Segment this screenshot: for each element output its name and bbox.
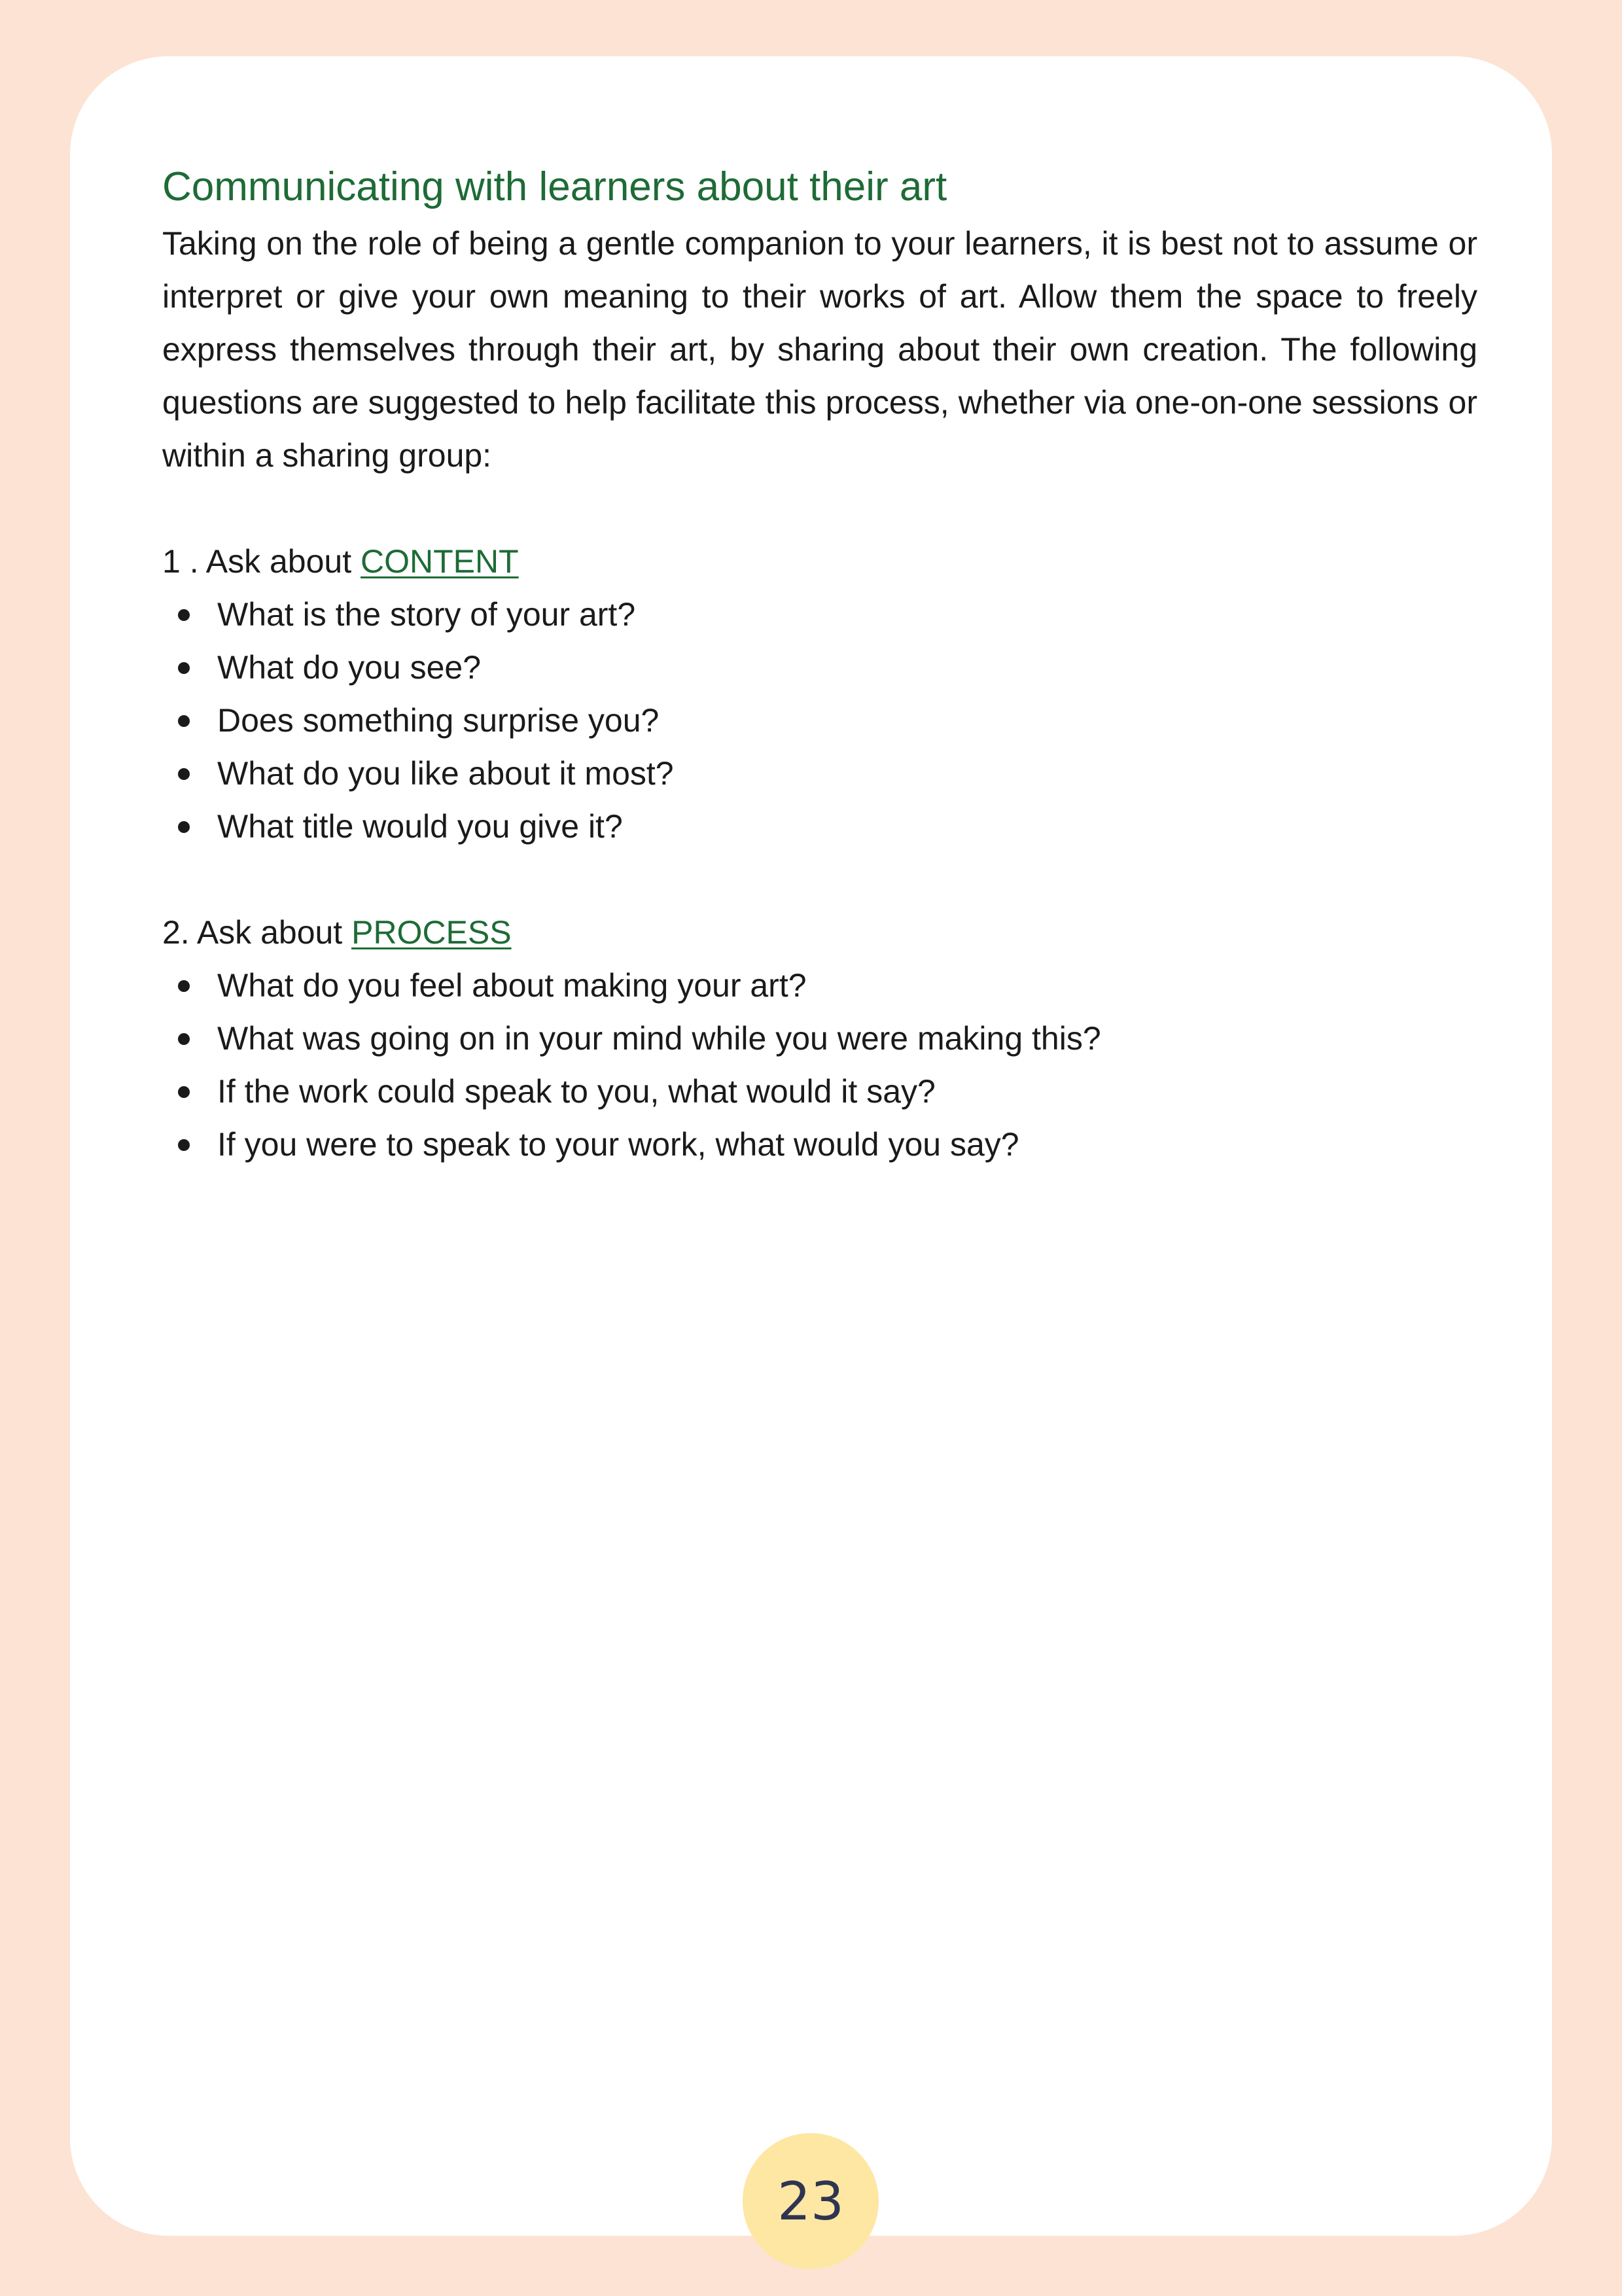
list-item: Does something surprise you? bbox=[162, 694, 1477, 747]
page-number: 23 bbox=[777, 2170, 844, 2232]
process-question-list bbox=[162, 959, 1477, 1171]
list-item: What do you see? bbox=[162, 641, 1477, 694]
content-link[interactable]: CONTENT bbox=[360, 543, 519, 580]
page-number-badge bbox=[743, 2133, 879, 2269]
list-item: What do you feel about making your art? bbox=[162, 959, 1477, 1012]
content-question-list bbox=[162, 588, 1477, 853]
page-content bbox=[162, 157, 1477, 1171]
list-item: What do you like about it most? bbox=[162, 747, 1477, 800]
content-heading bbox=[162, 535, 1477, 588]
process-section bbox=[162, 906, 1477, 1171]
process-heading bbox=[162, 906, 1477, 959]
list-item: If you were to speak to your work, what would you say? bbox=[162, 1118, 1477, 1171]
list-item: If the work could speak to you, what would it say? bbox=[162, 1065, 1477, 1118]
list-item: What was going on in your mind while you were making this? bbox=[162, 1012, 1477, 1065]
list-item: What title would you give it? bbox=[162, 800, 1477, 853]
section-title: Communicating with learners about their art bbox=[162, 164, 947, 209]
list-item: What is the story of your art? bbox=[162, 588, 1477, 641]
intro-paragraph: Taking on the role of being a gentle companion to your learners, it is best not to assume or interpret or give your own meaning to their works of art. Allow them the space to freely express themselves through their art, by sharing about their own creation. The following questions are suggested to help facilitate this process, whether via one-on-one sessions or within a sharing group: bbox=[162, 225, 1477, 474]
content-section bbox=[162, 535, 1477, 853]
process-link[interactable]: PROCESS bbox=[351, 914, 512, 951]
content-heading-prefix: 1 . Ask about bbox=[162, 543, 361, 580]
process-heading-prefix: 2. Ask about bbox=[162, 914, 352, 951]
